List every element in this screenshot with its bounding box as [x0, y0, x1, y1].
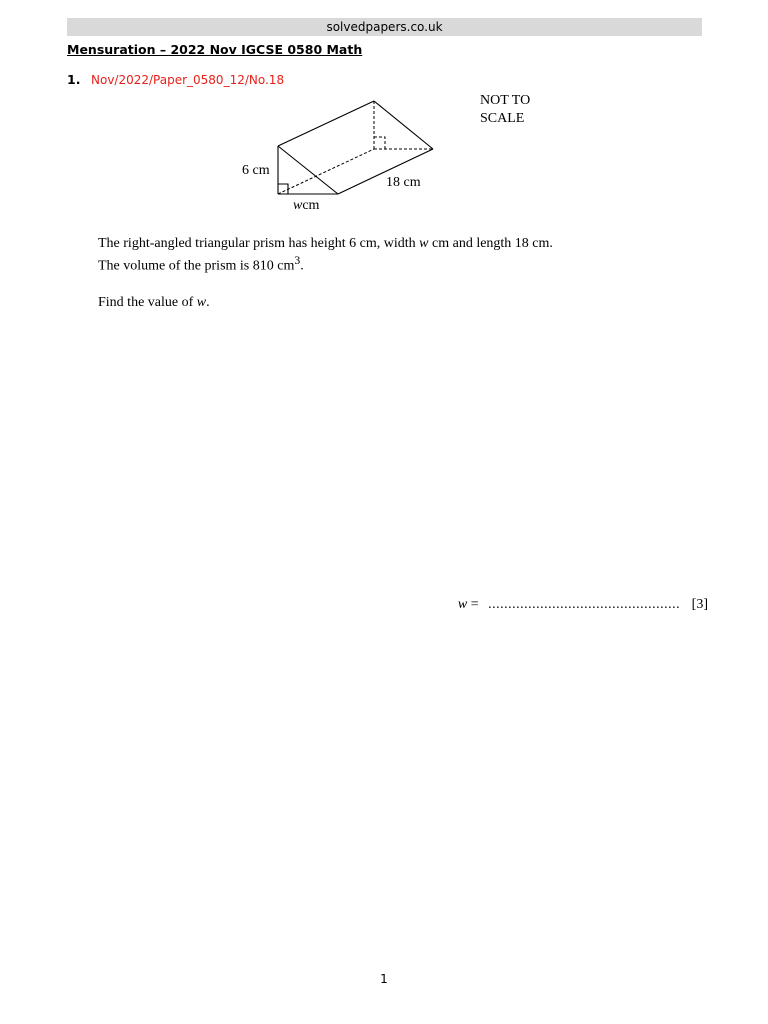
question-reference: Nov/2022/Paper_0580_12/No.18	[91, 73, 285, 87]
page-title: Mensuration – 2022 Nov IGCSE 0580 Math	[67, 42, 363, 57]
prism-diagram	[230, 90, 450, 220]
width-label	[293, 198, 320, 213]
front-right-angle-marker	[278, 184, 288, 194]
page-number: 1	[380, 972, 388, 986]
var-w: w	[196, 294, 207, 310]
note-line-2: SCALE	[480, 111, 525, 126]
answer-variable: w	[457, 597, 468, 612]
answer-blank[interactable]: ................................................	[488, 597, 681, 612]
var-w: w	[419, 236, 429, 251]
back-right-angle-marker	[374, 137, 385, 149]
length-label: 18 cm	[386, 175, 421, 190]
question-line-2: The volume of the prism is 810 $cm^3$.	[98, 254, 304, 274]
header-bar	[67, 18, 702, 36]
answer-line	[458, 597, 708, 613]
answer-equals: =	[470, 597, 479, 612]
question-line-1: The right-angled triangular prism has height 6 cm, width w cm and length 18 cm.	[98, 236, 553, 251]
note-line-1: NOT TO	[480, 93, 531, 108]
back-hypotenuse-edge	[374, 101, 433, 149]
find-instruction: Find the value of w.	[98, 294, 210, 310]
not-to-scale-note	[480, 92, 530, 128]
marks: [3]	[691, 597, 708, 612]
width-unit: cm	[302, 198, 320, 213]
question-number: 1.	[67, 72, 81, 87]
hidden-bottom-left-edge	[278, 149, 374, 194]
height-label: 6 cm	[242, 163, 270, 178]
site-name: solvedpapers.co.uk	[326, 20, 443, 34]
exponent: 3	[294, 254, 301, 267]
top-long-edge	[278, 101, 374, 146]
width-variable: w	[293, 198, 303, 213]
question-text	[98, 235, 698, 311]
